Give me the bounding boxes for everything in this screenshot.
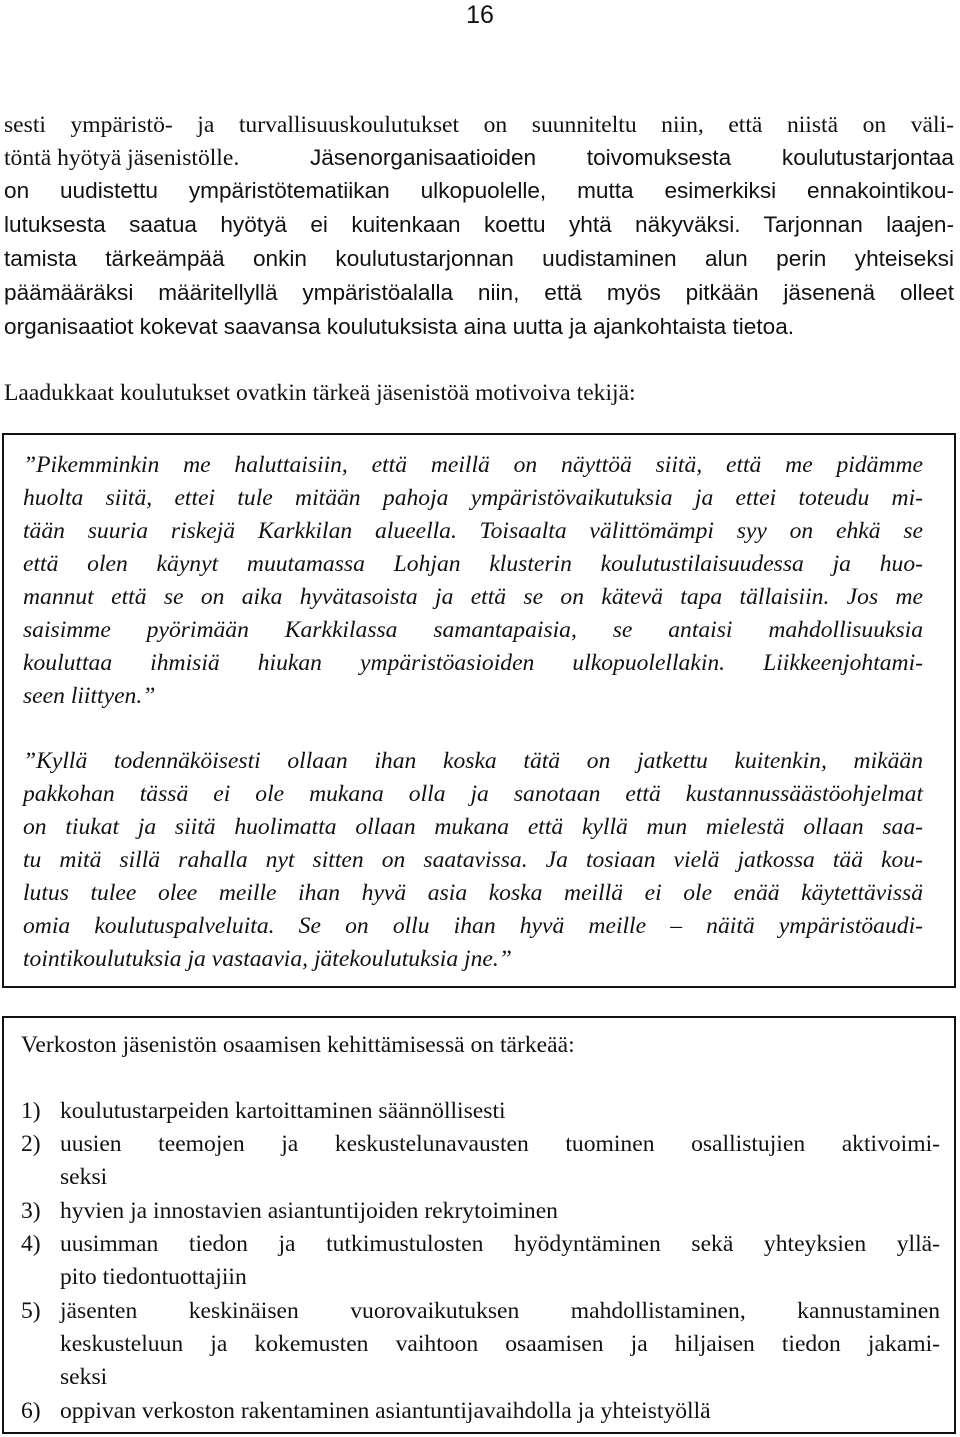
list-box (2, 1016, 956, 1434)
list-number: 2) (21, 1131, 41, 1157)
list-text: koulutustarpeiden kartoittaminen säännöllisesti (60, 1098, 506, 1124)
body-line: organisaatiot kokevat saavansa koulutuksista aina uutta ja ajankohtaista tietoa. (4, 314, 795, 339)
list-text: hyvien ja innostavien asiantuntijoiden rekrytoiminen (60, 1198, 558, 1224)
quote-line: omia koulutuspalveluita. Se on ollu ihan hyvä meille – näitä ympäristöaudi- (23, 913, 923, 939)
body-line: Jäsenorganisaatioiden toivomuksesta koulutustarjontaa (310, 145, 954, 170)
list-number: 4) (21, 1231, 41, 1257)
quotes-box (2, 433, 956, 988)
quote-line: ”Kyllä todennäköisesti ollaan ihan koska tätä on jatkettu kuitenkin, mikään (23, 748, 923, 774)
body-line: tamista tärkeämpää onkin koulutustarjonnan uudistaminen alun perin yhteiseksi (4, 246, 954, 271)
list-heading: Verkoston jäsenistön osaamisen kehittämisessä on tärkeää: (21, 1032, 575, 1058)
body-line: töntä hyötyä jäsenistölle. (4, 145, 240, 171)
list-number: 6) (21, 1398, 41, 1424)
list-text: pito tiedontuottajiin (60, 1264, 247, 1290)
list-number: 1) (21, 1098, 41, 1124)
body-line: on uudistettu ympäristötematiikan ulkopuolelle, mutta esimerkiksi ennakointikou- (4, 178, 954, 203)
page-number: 16 (466, 1, 494, 29)
quote-line: ”Pikemminkin me haluttaisiin, että meillä on näyttöä siitä, että me pidämme (23, 452, 923, 478)
list-number: 5) (21, 1298, 41, 1324)
quote-line: tu mitä sillä rahalla nyt sitten on saatavissa. Ja tosiaan vielä jatkossa tää kou- (23, 847, 923, 873)
list-text: seksi (60, 1364, 108, 1390)
quote-line: pakkohan tässä ei ole mukana olla ja sanotaan että kustannussäästöohjelmat (23, 781, 923, 807)
list-text: uusien teemojen ja keskustelunavausten tuominen osallistujien aktivoimi- (60, 1131, 940, 1157)
list-number: 3) (21, 1198, 41, 1224)
quote-line: lutus tulee olee meille ihan hyvä asia koska meillä ei ole enää käytettävissä (23, 880, 923, 906)
list-text: uusimman tiedon ja tutkimustulosten hyödyntäminen sekä yhteyksien yllä- (60, 1231, 940, 1257)
list-text: jäsenten keskinäisen vuorovaikutuksen mahdollistaminen, kannustaminen (60, 1298, 940, 1324)
quote-line: on tiukat ja siitä huolimatta ollaan mukana että kyllä mun mielestä ollaan saa- (23, 814, 923, 840)
list-text: oppivan verkoston rakentaminen asiantuntijavaihdolla ja yhteistyöllä (60, 1398, 711, 1424)
quote-line: kouluttaa ihmisiä hiukan ympäristöasioiden ulkopuolellakin. Liikkeenjohtami- (23, 650, 923, 676)
quote-line: tään suuria riskejä Karkkilan alueella. Toisaalta välittömämpi syy on ehkä se (23, 518, 923, 544)
intro-line: Laadukkaat koulutukset ovatkin tärkeä jäsenistöä motivoiva tekijä: (4, 380, 636, 406)
quote-line: tointikoulutuksia ja vastaavia, jätekoulutuksia jne.” (23, 946, 512, 972)
body-line: sesti ympäristö- ja turvallisuuskoulutukset on suunniteltu niin, että niistä on väli- (4, 112, 954, 138)
list-text: seksi (60, 1164, 108, 1190)
body-line-mixed (4, 143, 954, 173)
quote-line: huolta siitä, ettei tule mitään pahoja ympäristövaikutuksia ja ettei toteudu mi- (23, 485, 923, 511)
body-line: päämääräksi määritellyllä ympäristöalalla niin, että myös pitkään jäsenenä olleet (4, 280, 954, 305)
quote-line: että olen käynyt muutamassa Lohjan klusterin koulutustilaisuudessa ja huo- (23, 551, 923, 577)
quote-line: seen liittyen.” (23, 683, 156, 709)
quote-line: saisimme pyörimään Karkkilassa samantapaisia, se antaisi mahdollisuuksia (23, 617, 923, 643)
quote-line: mannut että se on aika hyvätasoista ja että se on kätevä tapa tällaisiin. Jos me (23, 584, 923, 610)
list-text: keskusteluun ja kokemusten vaihtoon osaamisen ja hiljaisen tiedon jakami- (60, 1331, 940, 1357)
body-line: lutuksesta saatua hyötyä ei kuitenkaan koettu yhtä näkyväksi. Tarjonnan laajen- (4, 212, 954, 237)
